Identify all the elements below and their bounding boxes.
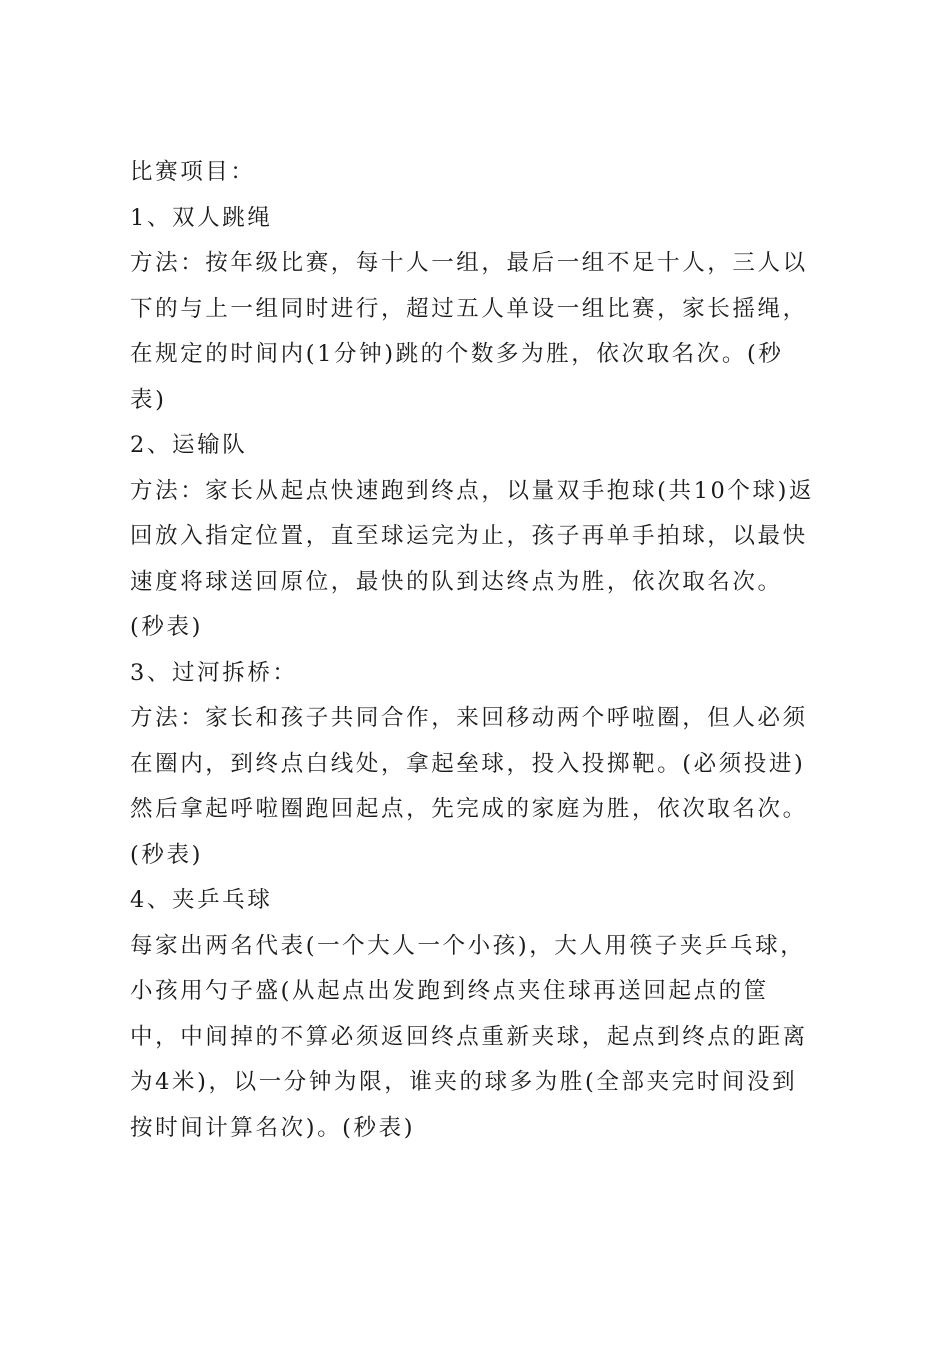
item-4-text-line: 按时间计算名次)。(秒表) [130, 1114, 416, 1141]
item-4-text-line: 小孩用勺子盛(从起点出发跑到终点夹住球再送回起点的筐 [130, 978, 769, 1004]
item-2-title: 2、运输队 [130, 432, 248, 458]
item-1-text-line: 下的与上一组同时进行，超过五人单设一组比赛，家长摇绳， [130, 295, 808, 322]
item-3-text-line: 在圈内，到终点白线处，拿起垒球，投入投掷靶。(必须投进) [130, 750, 806, 777]
document-body [130, 150, 830, 1151]
item-4-text-line: 每家出两名代表(一个大人一个小孩)，大人用筷子夹乒乓球， [130, 932, 806, 959]
item-2-text-line: 回放入指定位置，直至球运完为止，孩子再单手拍球，以最快 [130, 523, 808, 549]
item-3-text-line: 然后拿起呼啦圈跑回起点，先完成的家庭为胜，依次取名次。 [130, 796, 808, 822]
item-1-text-line: 方法：按年级比赛，每十人一组，最后一组不足十人，三人以 [130, 250, 808, 276]
item-4-title: 4、夹乒乓球 [130, 887, 273, 913]
item-1-text-line: 表) [130, 386, 167, 413]
item-2-text-line: (秒表) [130, 614, 203, 640]
item-3-text-line: 方法：家长和孩子共同合作，来回移动两个呼啦圈，但人必须 [130, 705, 808, 731]
item-4-text-line: 为4米)，以一分钟为限，谁夹的球多为胜(全部夹完时间没到 [130, 1069, 798, 1095]
item-1-text-line: 在规定的时间内(1分钟)跳的个数多为胜，依次取名次。(秒 [130, 341, 784, 367]
item-2-text-line: 速度将球送回原位，最快的队到达终点为胜，依次取名次。 [130, 568, 783, 595]
item-3-text-line: (秒表) [130, 841, 203, 868]
item-4-text-line: 中，中间掉的不算必须返回终点重新夹球，起点到终点的距离 [130, 1023, 808, 1050]
item-3-title: 3、过河拆桥： [130, 659, 298, 686]
item-1-title: 1、双人跳绳 [130, 204, 273, 231]
section-heading: 比赛项目： [130, 159, 256, 185]
item-2-text-line: 方法：家长从起点快速跑到终点，以量双手抱球(共10个球)返 [130, 477, 815, 504]
